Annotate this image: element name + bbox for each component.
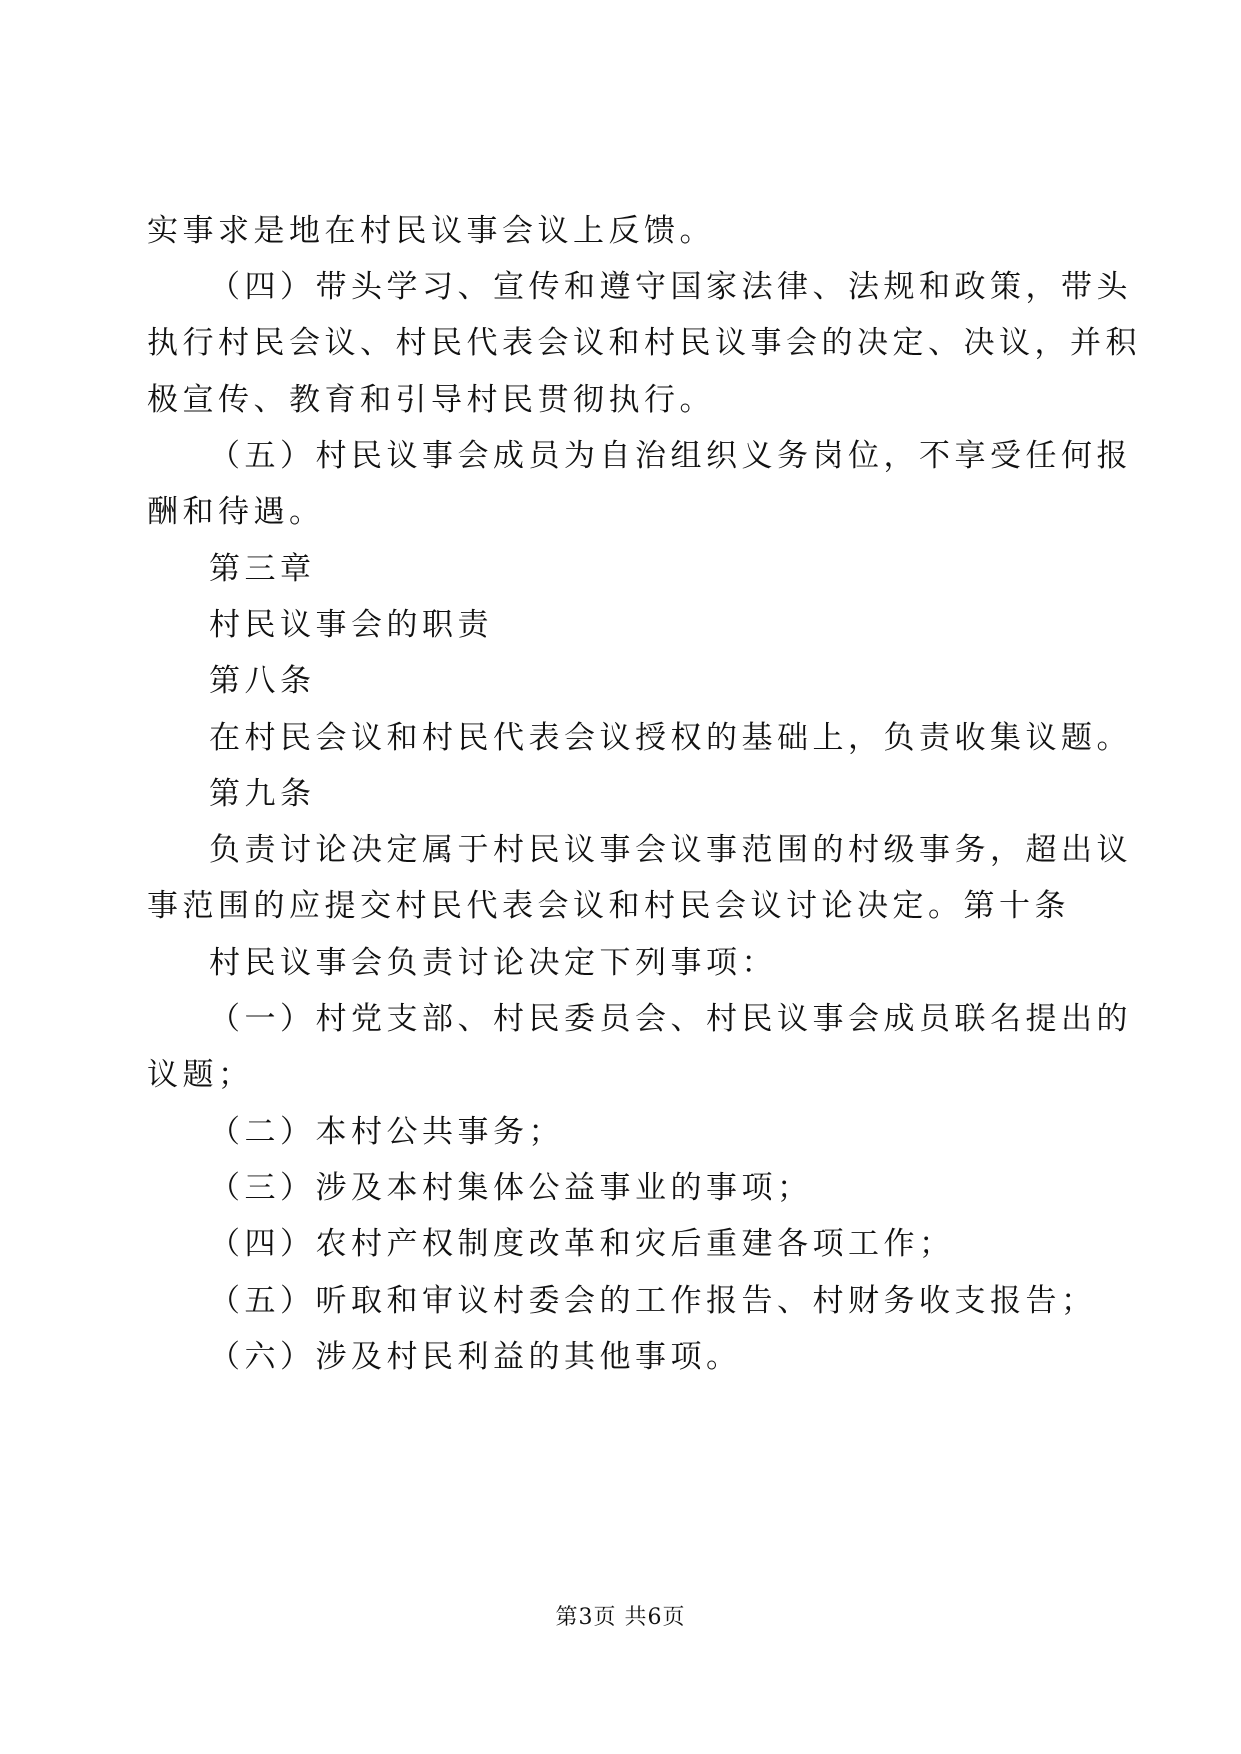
page-number-footer: 第3页 共6页: [555, 1605, 686, 1630]
list-item: （四）农村产权制度改革和灾后重建各项工作；: [209, 1226, 955, 1262]
article-heading: 第九条: [209, 776, 316, 812]
list-item: （一）村党支部、村民委员会、村民议事会成员联名提出的: [209, 1001, 1132, 1037]
text-line: （四）带头学习、宣传和遵守国家法律、法规和政策，带头: [209, 269, 1132, 305]
chapter-heading: 第三章: [209, 551, 316, 587]
text-line: 事范围的应提交村民代表会议和村民会议讨论决定。第十条: [147, 888, 1070, 924]
chapter-title: 村民议事会的职责: [209, 607, 493, 643]
text-line: 极宣传、教育和引导村民贯彻执行。: [147, 382, 715, 418]
text-line: 执行村民会议、村民代表会议和村民议事会的决定、决议，并积: [147, 325, 1141, 361]
text-line: 议题；: [147, 1057, 254, 1093]
article-heading: 第八条: [209, 663, 316, 699]
list-item: （五）听取和审议村委会的工作报告、村财务收支报告；: [209, 1283, 1097, 1319]
text-line: 酬和待遇。: [147, 494, 325, 530]
text-line: 在村民会议和村民代表会议授权的基础上，负责收集议题。: [209, 720, 1132, 756]
text-line: 村民议事会负责讨论决定下列事项：: [209, 945, 777, 981]
list-item: （二）本村公共事务；: [209, 1114, 564, 1150]
text-line: 负责讨论决定属于村民议事会议事范围的村级事务，超出议: [209, 832, 1132, 868]
list-item: （三）涉及本村集体公益事业的事项；: [209, 1170, 813, 1206]
list-item: （六）涉及村民利益的其他事项。: [209, 1339, 742, 1375]
text-line: （五）村民议事会成员为自治组织义务岗位，不享受任何报: [209, 438, 1132, 474]
text-line: 实事求是地在村民议事会议上反馈。: [147, 213, 715, 249]
